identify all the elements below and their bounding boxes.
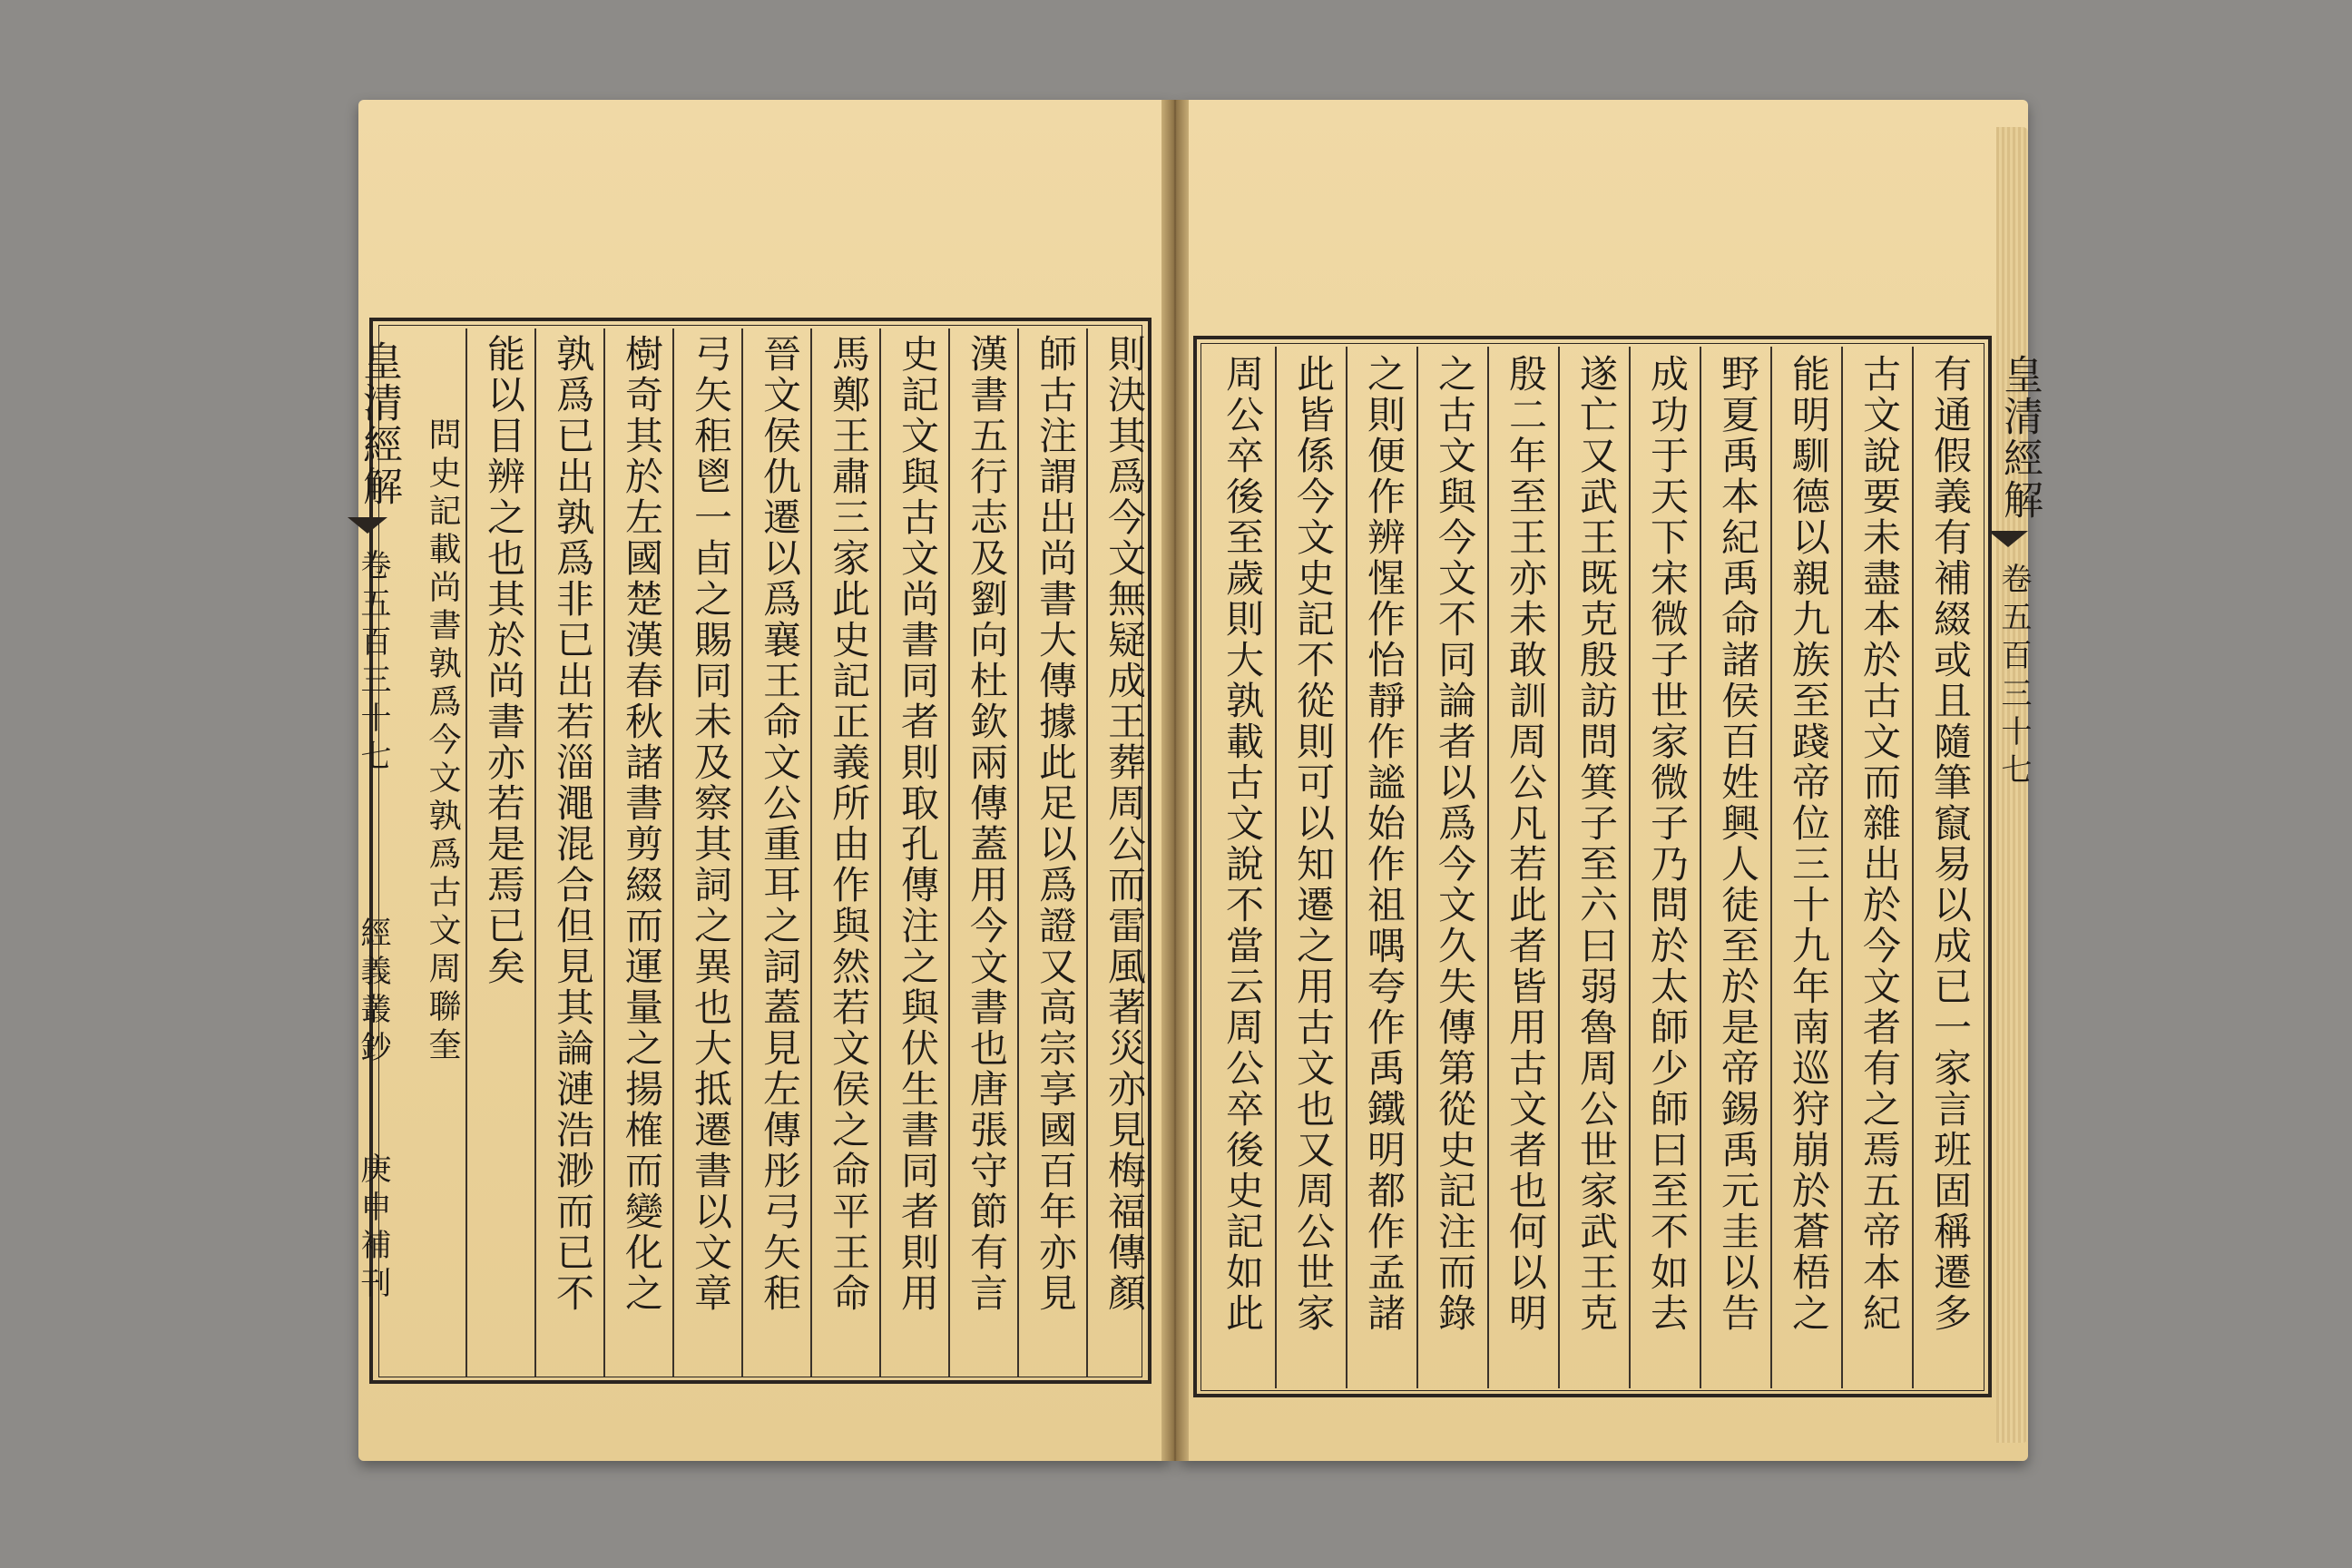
right-text-column: 之古文與今文不同論者以爲今文久失傳第從史記注而錄 [1433, 354, 1477, 1334]
right-margin-title: 皇清經解 [1996, 354, 2043, 521]
left-margin-series: 經義叢鈔 [355, 916, 391, 1069]
column-rule [948, 328, 950, 1377]
column-rule [1912, 347, 1914, 1388]
column-rule [741, 328, 743, 1377]
right-text-column: 殷二年至王亦未敢訓周公凡若此者皆用古文者也何以明 [1504, 354, 1548, 1334]
right-text-column: 遂亡又武王既克殷訪問箕子至六曰弱魯周公世家武王克 [1574, 354, 1619, 1334]
right-text-column: 周公卒後至歲則大孰載古文說不當云周公卒後史記如此 [1220, 354, 1265, 1334]
left-text-column: 晉文侯仇遷以爲襄王命文公重耳之詞蓋見左傳彤弓矢秬 [758, 334, 802, 1314]
left-text-column: 史記文與古文尚書同者則取孔傳注之與伏生書同者則用 [896, 334, 940, 1314]
column-rule [1558, 347, 1560, 1388]
column-rule [1086, 328, 1088, 1377]
column-rule [1416, 347, 1418, 1388]
column-rule [1487, 347, 1489, 1388]
right-text-column: 古文說要未盡本於古文而雜出於今文者有之焉五帝本紀 [1857, 354, 1902, 1334]
column-rule [1841, 347, 1843, 1388]
left-fishtail-mark [348, 517, 387, 534]
open-book [355, 91, 2043, 1475]
left-text-column: 樹奇其於左國楚漢春秋諸書剪綴而運量之揚榷而變化之 [620, 334, 664, 1314]
left-margin-title: 皇清經解 [356, 340, 402, 507]
left-text-column: 馬鄭王肅三家此史記正義所由作與然若文侯之命平王命 [827, 334, 871, 1314]
right-text-column: 野夏禹本紀禹命諸侯百姓興人徒至於是帝錫禹元圭以告 [1716, 354, 1760, 1334]
column-rule [534, 328, 536, 1377]
column-rule [672, 328, 674, 1377]
left-text-column: 能以目辨之也其於尚書亦若是焉已矣 [482, 334, 526, 987]
left-text-column: 師古注謂出尚書大傳據此足以爲證又高宗享國百年亦見 [1034, 334, 1078, 1314]
left-margin-volume: 卷五百三十七 [355, 549, 391, 778]
right-text-column: 此皆係今文史記不從則可以知遷之用古文也又周公世家 [1291, 354, 1336, 1334]
left-question-heading: 問史記載尚書孰爲今文孰爲古文周聯奎 [424, 417, 461, 1065]
column-rule [1275, 347, 1277, 1388]
right-margin-volume: 卷五百三十七 [1995, 563, 2032, 791]
book-gutter [1161, 100, 1189, 1461]
left-text-column: 孰爲已出孰爲非已出若淄澠混合但見其論漣浩渺而已不 [551, 334, 595, 1314]
right-text-column: 有通假義有補綴或且隨筆竄易以成已一家言班固稱遷多 [1928, 354, 1973, 1334]
left-text-column: 弓矢秬鬯一卣之賜同未及察其詞之異也大抵遷書以文章 [689, 334, 733, 1314]
left-text-column: 漢書五行志及劉向杜欽兩傳蓋用今文書也唐張守節有言 [965, 334, 1009, 1314]
column-rule [603, 328, 605, 1377]
right-text-column: 能明馴德以親九族至踐帝位三十九年南巡狩崩於蒼梧之 [1787, 354, 1831, 1334]
column-rule [1346, 347, 1348, 1388]
column-rule [1700, 347, 1701, 1388]
column-rule [810, 328, 812, 1377]
left-margin-reprint: 庚申補刊 [355, 1152, 391, 1305]
column-rule [1770, 347, 1772, 1388]
right-text-column: 成功于天下宋微子世家微子乃問於太師少師曰至不如去 [1645, 354, 1690, 1334]
column-rule [879, 328, 881, 1377]
column-rule [1017, 328, 1019, 1377]
column-rule [1629, 347, 1631, 1388]
right-fishtail-mark [1988, 531, 2028, 547]
right-text-column: 之則便作辨惺作怡靜作謐始作祖喁夸作禹鐵明都作孟諸 [1362, 354, 1406, 1334]
left-text-column: 則決其爲今文無疑成王葬周公而雷風著災亦見梅福傳顏 [1102, 334, 1147, 1314]
